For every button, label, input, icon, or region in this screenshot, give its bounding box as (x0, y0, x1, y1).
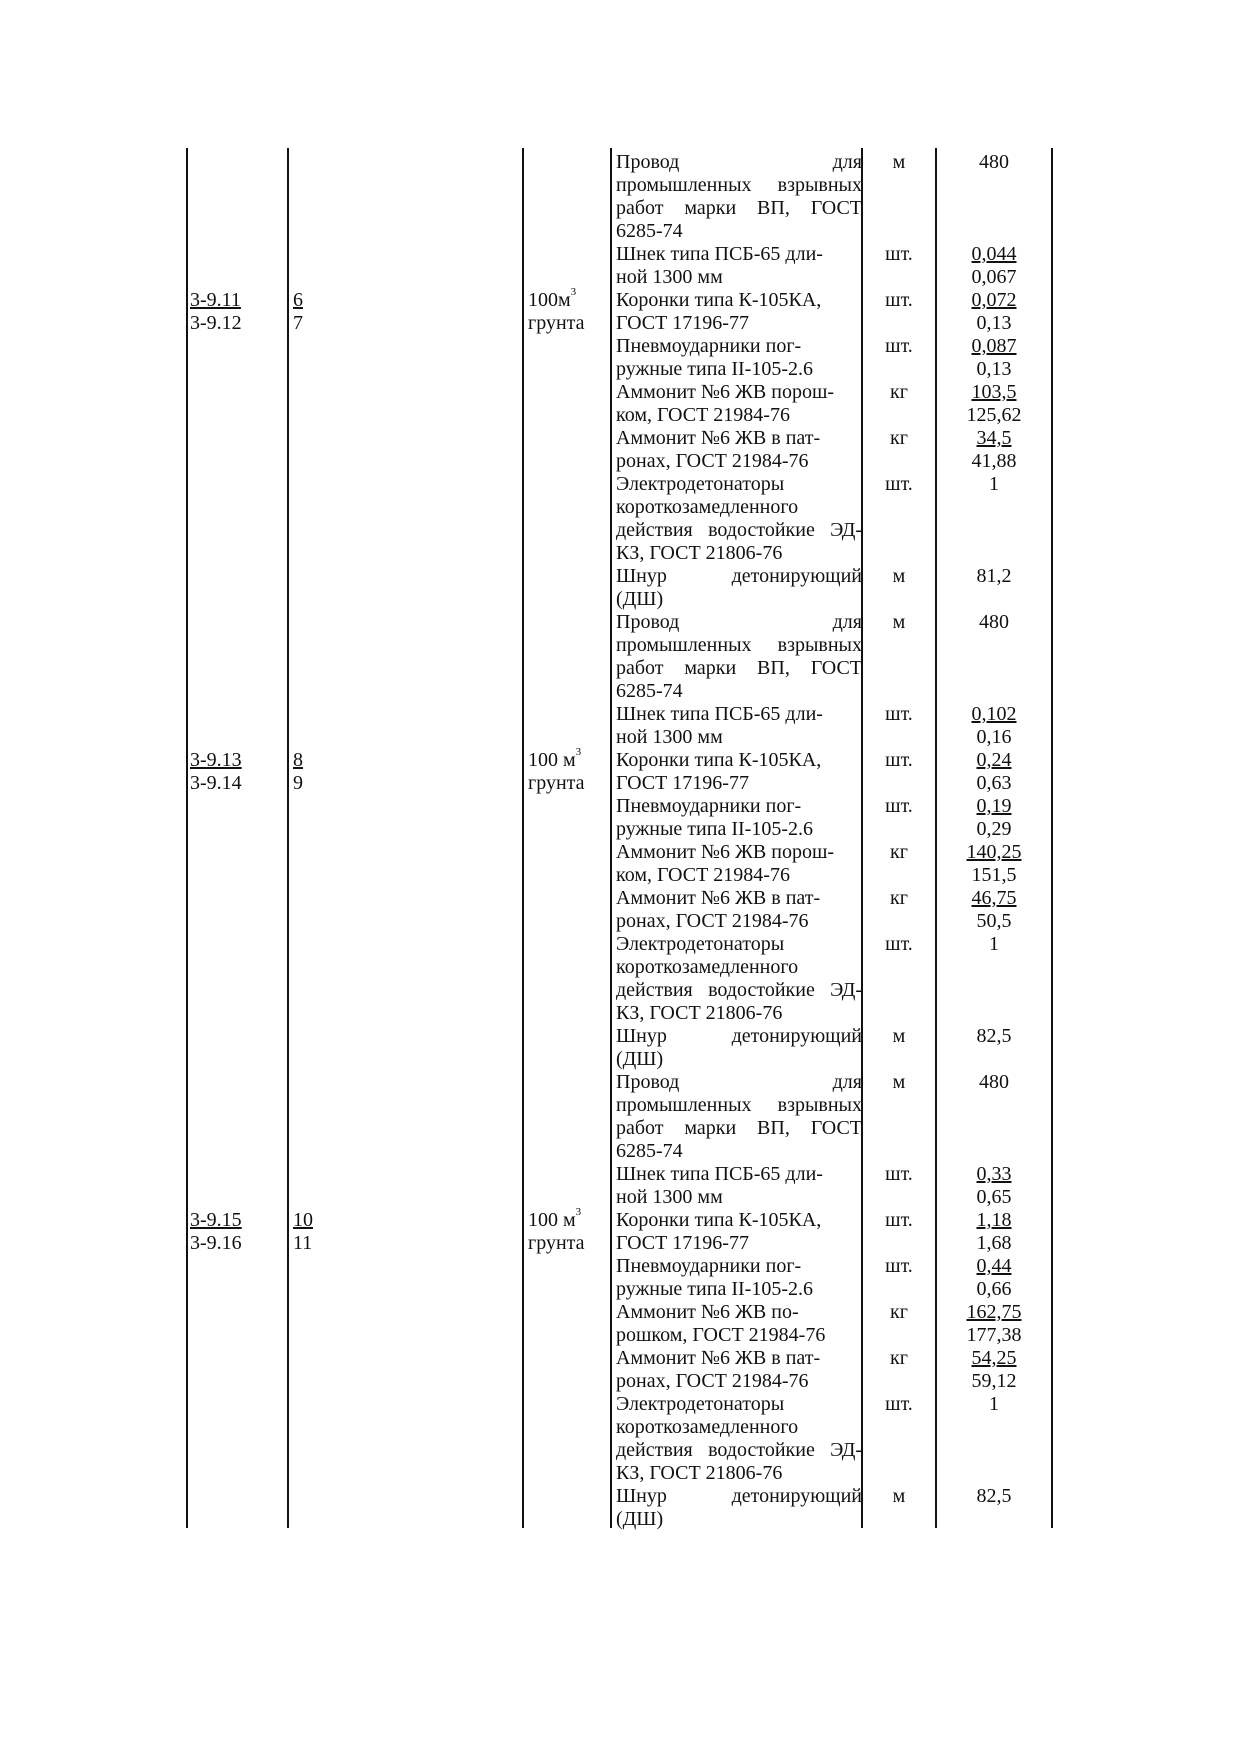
row-number: 9 (293, 772, 303, 794)
unit-of-measure: шт. (885, 335, 913, 357)
unit-of-measure: шт. (885, 243, 913, 265)
resource-name: Шнур детонирующий (616, 1485, 862, 1507)
resource-name: Аммонит №6 ЖВ в пат- (616, 887, 821, 909)
unit-of-measure: кг (890, 1301, 908, 1323)
resource-name: промышленных взрывных (616, 634, 862, 656)
resource-name: 6285-74 (616, 1140, 683, 1162)
resource-name: КЗ, ГОСТ 21806-76 (616, 542, 783, 564)
unit-of-measure: шт. (885, 473, 913, 495)
column-divider (610, 148, 612, 1528)
quantity-value: 162,75 (966, 1301, 1022, 1323)
quantity-value: 103,5 (971, 381, 1017, 403)
unit-base: 100м (528, 289, 571, 311)
unit-material: грунта (528, 772, 585, 794)
resource-name: Пневмоударники пог- (616, 335, 802, 357)
resource-name: Пневмоударники пог- (616, 1255, 802, 1277)
quantity-value: 82,5 (976, 1485, 1012, 1507)
resource-name: работ марки ВП, ГОСТ (616, 657, 862, 679)
norm-code: 3-9.14 (190, 772, 242, 794)
unit-of-measure: шт. (885, 1163, 913, 1185)
resource-name: ронах, ГОСТ 21984-76 (616, 910, 809, 932)
resource-name: ГОСТ 17196-77 (616, 1232, 749, 1254)
row-number: 7 (293, 312, 303, 334)
resource-name: Шнек типа ПСБ-65 дли- (616, 703, 823, 725)
resource-name: рошком, ГОСТ 21984-76 (616, 1324, 826, 1346)
resource-name: действия водостойкие ЭД- (616, 979, 862, 1001)
norm-code: 3-9.16 (190, 1232, 242, 1254)
quantity-value: 480 (979, 1071, 1009, 1093)
quantity-value: 0,102 (971, 703, 1017, 725)
resource-name: ком, ГОСТ 21984-76 (616, 404, 790, 426)
row-number: 6 (293, 289, 303, 311)
resource-name: Аммонит №6 ЖВ в пат- (616, 427, 821, 449)
resource-name: Шнек типа ПСБ-65 дли- (616, 1163, 823, 1185)
resource-name: Электродетонаторы (616, 933, 785, 955)
unit-of-measure: кг (890, 381, 908, 403)
resource-name: ной 1300 мм (616, 726, 723, 748)
quantity-value: 0,33 (976, 1163, 1012, 1185)
unit-base: 100 м (528, 1209, 576, 1231)
resource-name: КЗ, ГОСТ 21806-76 (616, 1462, 783, 1484)
quantity-value: 1 (989, 933, 999, 955)
resource-name: 6285-74 (616, 220, 683, 242)
unit-of-measure: м (892, 565, 906, 587)
unit-base: 100 м (528, 749, 576, 771)
resource-name: Шнур детонирующий (616, 1025, 862, 1047)
resource-name: ной 1300 мм (616, 1186, 723, 1208)
norm-code: 3-9.13 (190, 749, 242, 771)
quantity-value: 0,63 (976, 772, 1012, 794)
column-divider (186, 148, 188, 1528)
resource-name: промышленных взрывных (616, 1094, 862, 1116)
unit-of-measure: шт. (885, 1209, 913, 1231)
unit-of-measure: кг (890, 1347, 908, 1369)
resource-table (186, 148, 1052, 1528)
unit-exponent: 3 (575, 746, 582, 759)
resource-name: действия водостойкие ЭД- (616, 1439, 862, 1461)
resource-name: КЗ, ГОСТ 21806-76 (616, 1002, 783, 1024)
quantity-value: 480 (979, 611, 1009, 633)
quantity-value: 1 (989, 473, 999, 495)
column-divider (522, 148, 524, 1528)
resource-name: короткозамедленного (616, 496, 799, 518)
unit-exponent: 3 (575, 1206, 582, 1219)
quantity-value: 480 (979, 151, 1009, 173)
resource-name: Провод для (616, 611, 862, 633)
resource-name: Аммонит №6 ЖВ порош- (616, 841, 835, 863)
quantity-value: 0,087 (971, 335, 1017, 357)
quantity-value: 0,65 (976, 1186, 1012, 1208)
unit-of-measure: м (892, 1071, 906, 1093)
resource-name: (ДШ) (616, 1048, 664, 1070)
unit-of-measure: шт. (885, 933, 913, 955)
resource-name: 6285-74 (616, 680, 683, 702)
quantity-value: 0,044 (971, 243, 1017, 265)
quantity-value: 0,16 (976, 726, 1012, 748)
resource-name: ГОСТ 17196-77 (616, 772, 749, 794)
resource-name: Электродетонаторы (616, 1393, 785, 1415)
quantity-value: 1 (989, 1393, 999, 1415)
resource-name: ком, ГОСТ 21984-76 (616, 864, 790, 886)
quantity-value: 46,75 (971, 887, 1017, 909)
unit-label (528, 746, 582, 772)
resource-name: Коронки типа К-105КА, (616, 289, 822, 311)
resource-name: (ДШ) (616, 1508, 664, 1530)
quantity-value: 34,5 (976, 427, 1012, 449)
quantity-value: 59,12 (971, 1370, 1017, 1392)
norm-code: 3-9.12 (190, 312, 242, 334)
quantity-value: 0,067 (971, 266, 1017, 288)
quantity-value: 1,18 (976, 1209, 1012, 1231)
unit-label (528, 286, 577, 312)
unit-of-measure: шт. (885, 1393, 913, 1415)
resource-name: ружные типа II-105-2.6 (616, 1278, 813, 1300)
quantity-value: 41,88 (971, 450, 1017, 472)
resource-name: Электродетонаторы (616, 473, 785, 495)
resource-name: ГОСТ 17196-77 (616, 312, 749, 334)
resource-name: действия водостойкие ЭД- (616, 519, 862, 541)
row-number: 11 (293, 1232, 313, 1254)
unit-of-measure: м (892, 1025, 906, 1047)
resource-name: работ марки ВП, ГОСТ (616, 1117, 862, 1139)
unit-material: грунта (528, 312, 585, 334)
quantity-value: 0,13 (976, 358, 1012, 380)
unit-of-measure: шт. (885, 1255, 913, 1277)
resource-name: Шнек типа ПСБ-65 дли- (616, 243, 823, 265)
quantity-value: 50,5 (976, 910, 1012, 932)
quantity-value: 177,38 (966, 1324, 1022, 1346)
unit-of-measure: кг (890, 427, 908, 449)
quantity-value: 151,5 (971, 864, 1017, 886)
resource-name: ружные типа II-105-2.6 (616, 818, 813, 840)
unit-of-measure: шт. (885, 289, 913, 311)
column-divider (1051, 148, 1053, 1528)
resource-name: Аммонит №6 ЖВ порош- (616, 381, 835, 403)
quantity-value: 140,25 (966, 841, 1022, 863)
resource-name: Провод для (616, 1071, 862, 1093)
unit-material: грунта (528, 1232, 585, 1254)
unit-of-measure: м (892, 1485, 906, 1507)
resource-name: Коронки типа К-105КА, (616, 1209, 822, 1231)
quantity-value: 0,13 (976, 312, 1012, 334)
unit-of-measure: шт. (885, 703, 913, 725)
resource-name: Шнур детонирующий (616, 565, 862, 587)
quantity-value: 0,19 (976, 795, 1012, 817)
quantity-value: 125,62 (966, 404, 1022, 426)
quantity-value: 82,5 (976, 1025, 1012, 1047)
row-number: 10 (293, 1209, 313, 1231)
unit-of-measure: кг (890, 841, 908, 863)
row-number: 8 (293, 749, 303, 771)
resource-name: работ марки ВП, ГОСТ (616, 197, 862, 219)
quantity-value: 0,44 (976, 1255, 1012, 1277)
resource-name: Пневмоударники пог- (616, 795, 802, 817)
resource-name: короткозамедленного (616, 956, 799, 978)
resource-name: Аммонит №6 ЖВ по- (616, 1301, 799, 1323)
quantity-value: 1,68 (976, 1232, 1012, 1254)
unit-label (528, 1206, 582, 1232)
resource-name: короткозамедленного (616, 1416, 799, 1438)
quantity-value: 54,25 (971, 1347, 1017, 1369)
resource-name: Коронки типа К-105КА, (616, 749, 822, 771)
unit-exponent: 3 (570, 286, 577, 299)
unit-of-measure: м (892, 611, 906, 633)
resource-name: ружные типа II-105-2.6 (616, 358, 813, 380)
norm-code: 3-9.15 (190, 1209, 242, 1231)
resource-name: ронах, ГОСТ 21984-76 (616, 450, 809, 472)
quantity-value: 81,2 (976, 565, 1012, 587)
quantity-value: 0,29 (976, 818, 1012, 840)
resource-name: ной 1300 мм (616, 266, 723, 288)
resource-name: Аммонит №6 ЖВ в пат- (616, 1347, 821, 1369)
quantity-value: 0,66 (976, 1278, 1012, 1300)
resource-name: промышленных взрывных (616, 174, 862, 196)
unit-of-measure: м (892, 151, 906, 173)
resource-name: (ДШ) (616, 588, 664, 610)
unit-of-measure: шт. (885, 749, 913, 771)
quantity-value: 0,072 (971, 289, 1017, 311)
unit-of-measure: кг (890, 887, 908, 909)
norm-code: 3-9.11 (190, 289, 241, 311)
quantity-value: 0,24 (976, 749, 1012, 771)
resource-name: Провод для (616, 151, 862, 173)
unit-of-measure: шт. (885, 795, 913, 817)
column-divider (287, 148, 289, 1528)
resource-name: ронах, ГОСТ 21984-76 (616, 1370, 809, 1392)
